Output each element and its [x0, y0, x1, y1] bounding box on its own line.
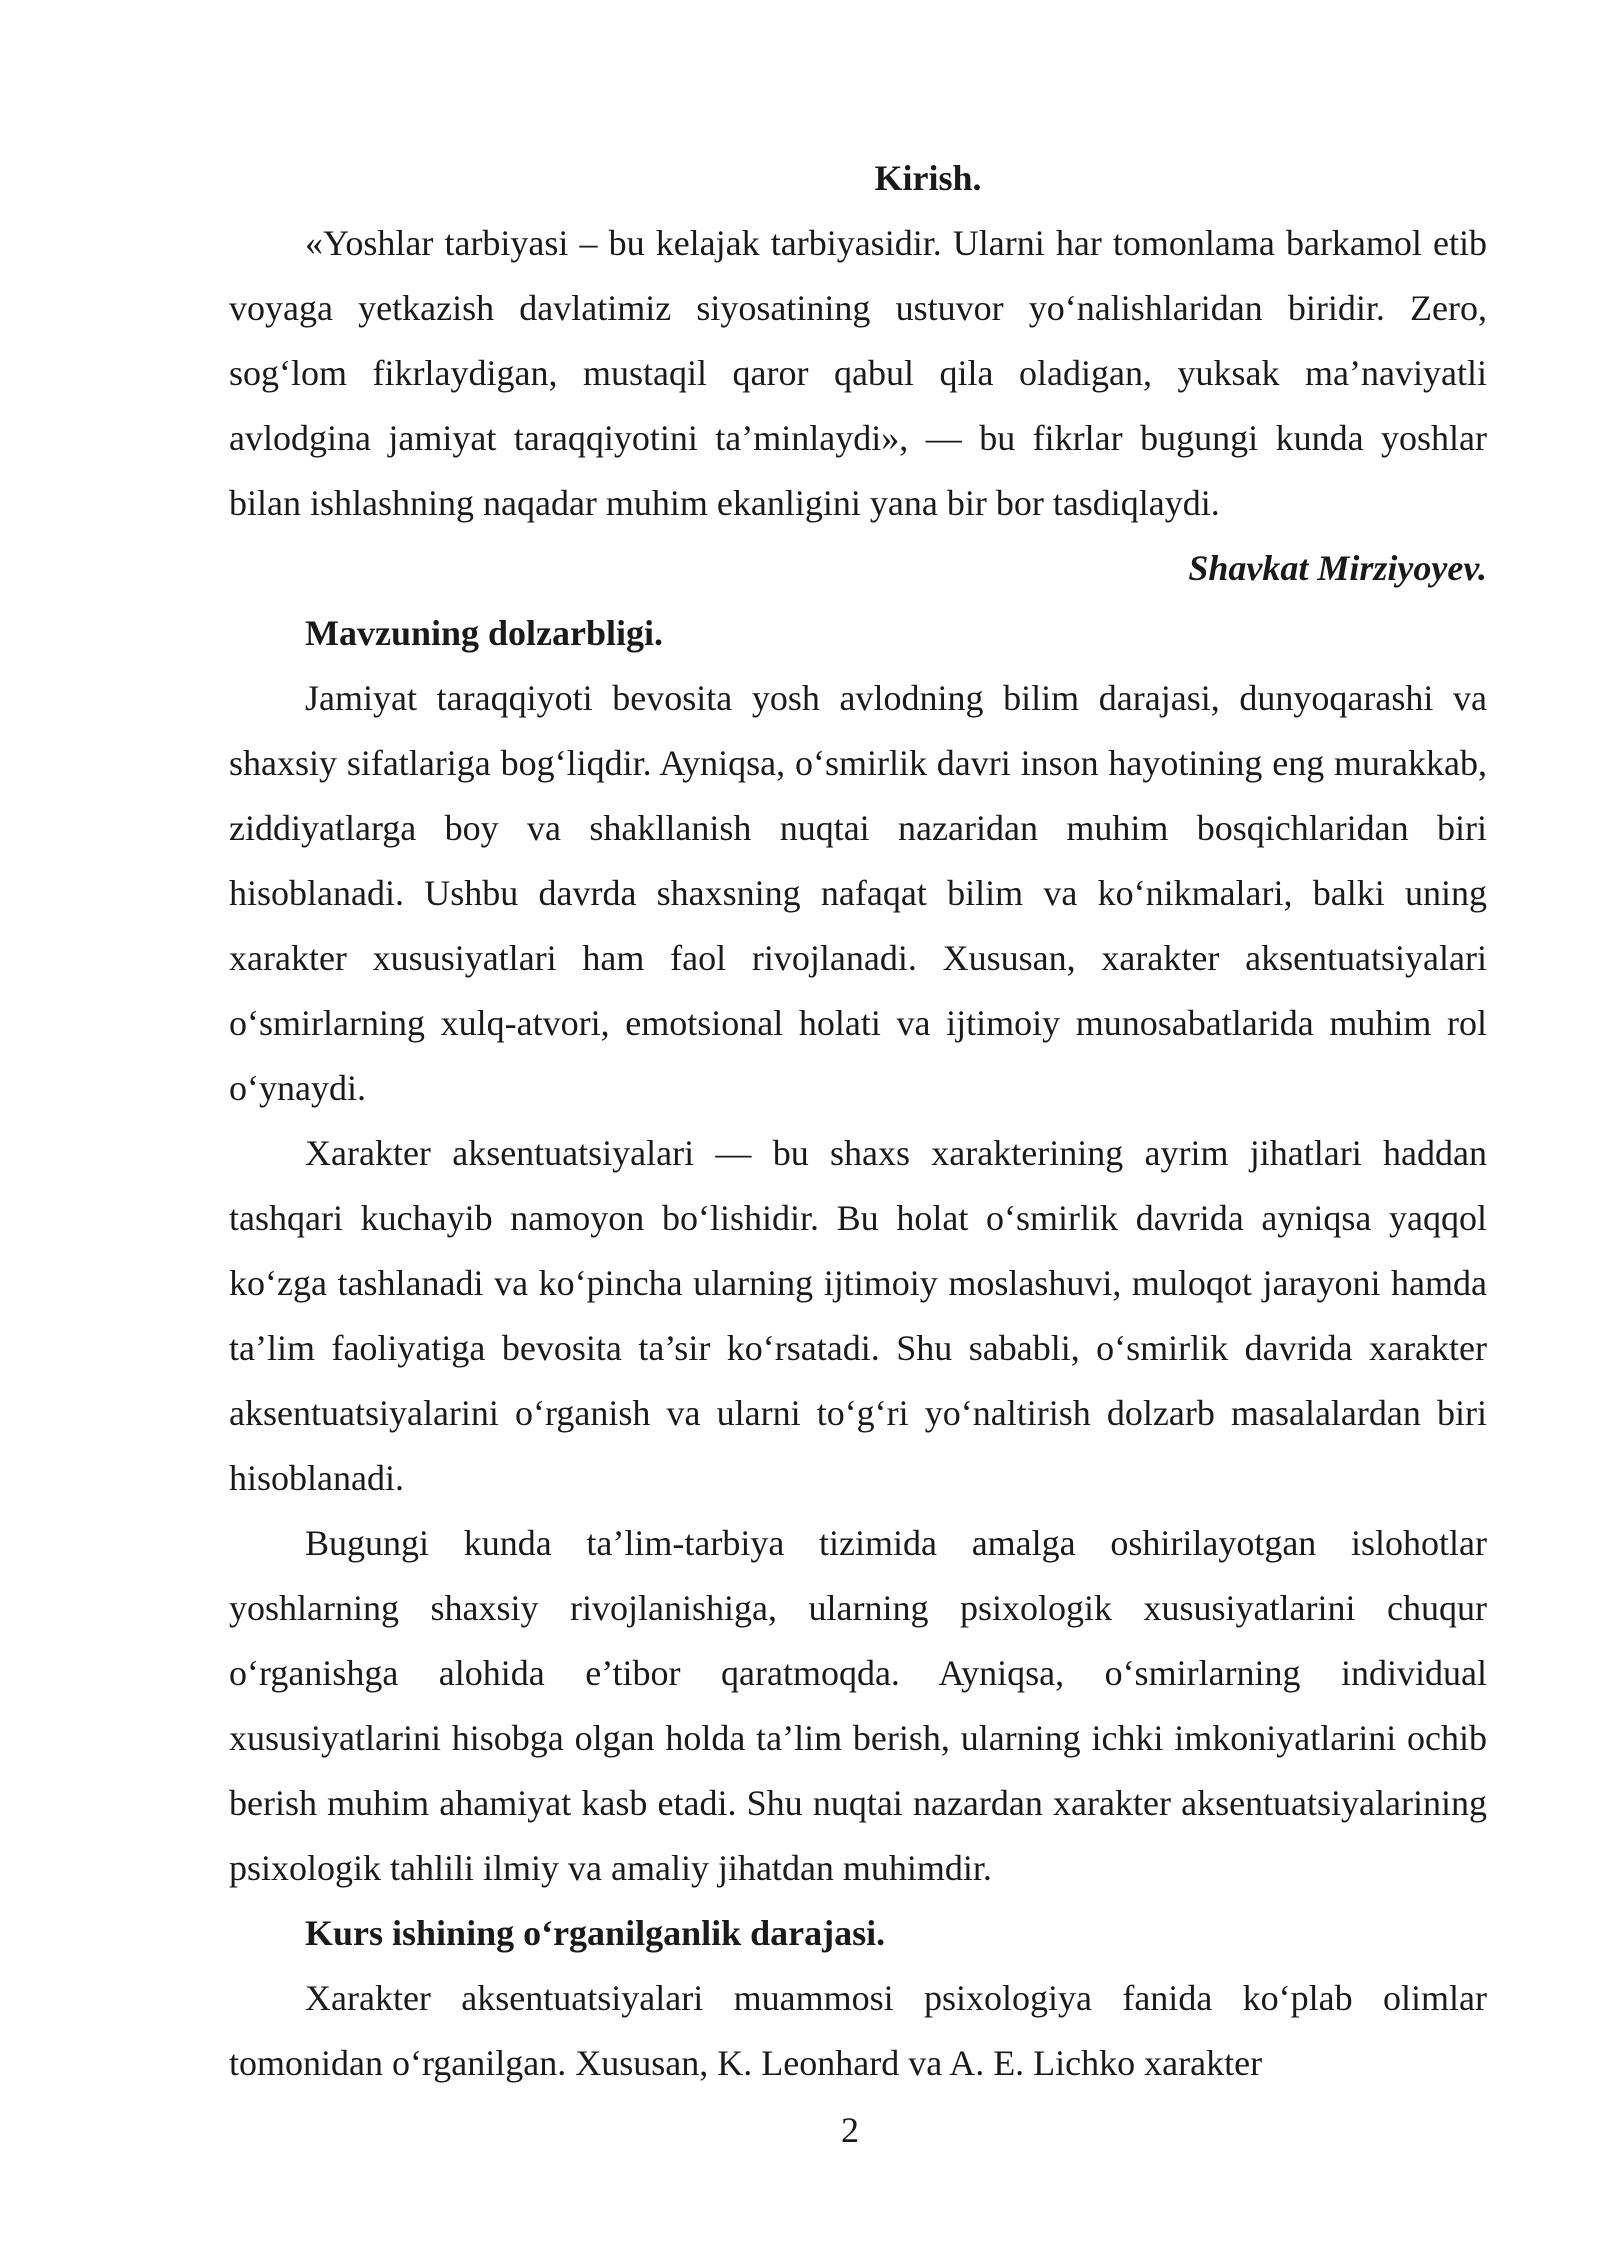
page-content [229, 146, 1487, 2096]
body-paragraph: Xarakter aksentuatsiyalari — bu shaxs xarakterining ayrim jihatlari haddan tashqari kuchayib namoyon bo‘lishidir. Bu holat o‘smirlik davrida ayniqsa yaqqol ko‘zga tashlanadi va ko‘pincha ularning ijtimoiy moslashuvi, muloqot jarayoni hamda ta’lim faoliyatiga bevosita ta’sir ko‘rsatadi. Shu sababli, o‘smirlik davrida xarakter aksentuatsiyalarini o‘rganish va ularni to‘g‘ri yo‘naltirish dolzarb masalalardan biri hisoblanadi. [229, 1133, 1487, 1498]
section-title: Kirish. [874, 158, 982, 198]
section-heading-study-level: Kurs ishining o‘rganilganlik darajasi. [305, 1913, 886, 1953]
body-paragraph: Jamiyat taraqqiyoti bevosita yosh avlodning bilim darajasi, dunyoqarashi va shaxsiy sifatlariga bog‘liqdir. Ayniqsa, o‘smirlik davri inson hayotining eng murakkab, ziddiyatlarga boy va shakllanish nuqtai nazaridan muhim bosqichlaridan biri hisoblanadi. Ushbu davrda shaxsning nafaqat bilim va ko‘nikmalari, balki uning xarakter xususiyatlari ham faol rivojlanadi. Xususan, xarakter aksentuatsiyalari o‘smirlarning xulq-atvori, emotsional holati va ijtimoiy munosabatlarida muhim rol o‘ynaydi. [229, 678, 1487, 1108]
page-number: 2 [841, 2110, 859, 2150]
section-heading-relevance: Mavzuning dolzarbligi. [305, 613, 664, 653]
body-paragraph: Bugungi kunda ta’lim-tarbiya tizimida amalga oshirilayotgan islohotlar yoshlarning shaxsiy rivojlanishiga, ularning psixologik xususiyatlarini chuqur o‘rganishga alohida e’tibor qaratmoqda. Ayniqsa, o‘smirlarning individual xususiyatlarini hisobga olgan holda ta’lim berish, ularning ichki imkoniyatlarini ochib berish muhim ahamiyat kasb etadi. Shu nuqtai nazardan xarakter aksentuatsiyalarining psixologik tahlili ilmiy va amaliy jihatdan muhimdir. [229, 1523, 1487, 1888]
epigraph-author: Shavkat Mirziyoyev. [1188, 548, 1487, 588]
epigraph-paragraph: «Yoshlar tarbiyasi – bu kelajak tarbiyasidir. Ularni har tomonlama barkamol etib voyaga yetkazish davlatimiz siyosatining ustuvor yo‘nalishlaridan biridir. Zero, sog‘lom fikrlaydigan, mustaqil qaror qabul qila oladigan, yuksak ma’naviyatli avlodgina jamiyat taraqqiyotini ta’minlaydi», — bu fikrlar bugungi kunda yoshlar bilan ishlashning naqadar muhim ekanligini yana bir bor tasdiqlaydi. [229, 223, 1487, 523]
body-paragraph: Xarakter aksentuatsiyalari muammosi psixologiya fanida ko‘plab olimlar tomonidan o‘rganilgan. Xususan, K. Leonhard va A. E. Lichko xarakter [229, 1978, 1487, 2083]
